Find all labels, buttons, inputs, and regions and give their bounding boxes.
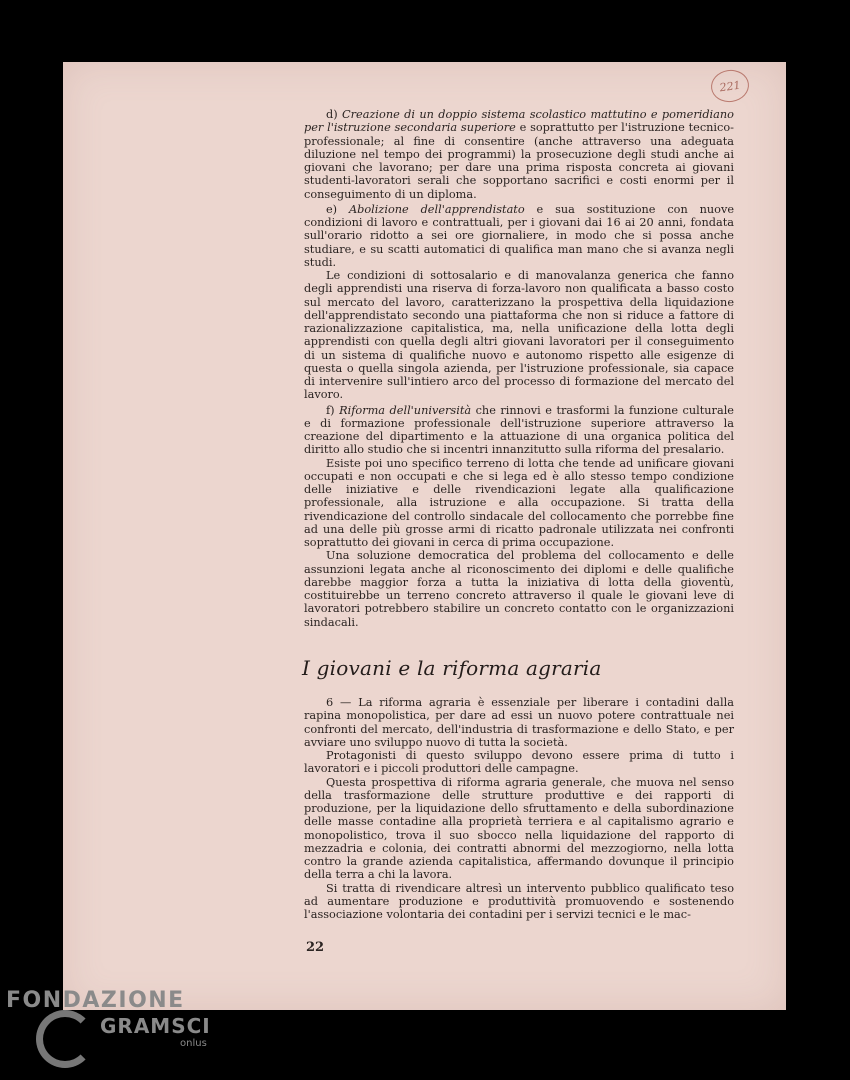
- section-e-title: Abolizione dell'apprendistato: [348, 202, 525, 216]
- body-text-lower: [304, 696, 734, 921]
- section-heading: I giovani e la riforma agraria: [302, 656, 602, 680]
- page-number: 22: [306, 940, 325, 955]
- watermark-g-icon: [36, 1010, 94, 1068]
- paragraph-soluzione: Una soluzione democratica del problema del collocamento e delle assunzioni legata anche al riconoscimento dei diplomi e delle qualifiche darebbe maggior forza a tutta la iniziativa di lotta della gioventù, costituirebbe un terreno concreto attraverso il quale le giovani leve di lavoratori potrebbero stabilire un concreto contatto con le organizzazioni sindacali.: [304, 549, 734, 629]
- watermark-line2: GRAMSCI: [100, 1014, 211, 1038]
- watermark-line1: FONDAZIONE: [6, 988, 185, 1013]
- paragraph-condizioni: Le condizioni di sottosalario e di manovalanza generica che fanno degli apprendisti una riserva di forza-lavoro non qualificata a basso costo sul mercato del lavoro, caratterizzano la prospettiva della liquidazione dell'apprendistato secondo una piattaforma che non si riduce a fattore di razionalizzazione capitalistica, ma, nella unificazione della lotta degli apprendisti con quella degli altri giovani lavoratori per il conseguimento di un sistema di qualifiche nuovo e autonomo rispetto alle esigenze di questa o quella singola azienda, per l'istruzione professionale, sia capace di intervenire sull'intiero arco del processo di formazione del mercato del lavoro.: [304, 269, 734, 402]
- stamp-number: 221: [718, 78, 742, 94]
- watermark-logo: [6, 988, 211, 1049]
- section-6-p4: Si tratta di rivendicare altresì un intervento pubblico qualificato teso ad aumentare produzione e produttività promuovendo e sostenendo l'associazione volontaria dei contadini per i servizi tecnici e le mac-: [304, 881, 734, 921]
- section-6-p2: Protagonisti di questo sviluppo devono essere prima di tutto i lavoratori e i piccoli produttori delle campagne.: [304, 749, 734, 776]
- section-6-p1: 6 — La riforma agraria è essenziale per liberare i contadini dalla rapina monopolistica, per dare ad essi un nuovo potere contrattuale nei confronti del mercato, dell'industria di trasformazione e dello Stato, e per avviare uno sviluppo nuovo di tutta la società.: [304, 696, 734, 749]
- section-6-p3: Questa prospettiva di riforma agraria generale, che muova nel senso della trasformazione delle strutture produttive e dei rapporti di produzione, per la liquidazione dello sfruttamento e della subordinazione delle masse contadine alla proprietà terriera e al capitalismo agrario e monopolistico, trova il suo sbocco nella liquidazione del rapporto di mezzadria e colonia, dei contratti abnormi del mezzogiorno, nella lotta contro la grande azienda capitalistica, affermando dovunque il principio della terra a chi la lavora.: [304, 775, 734, 882]
- paragraph-terreno: Esiste poi uno specifico terreno di lotta che tende ad unificare giovani occupati e non occupati e che si lega ed è allo stesso tempo condizione delle iniziative e delle rivendicazioni legate alla qualificazione professionale, alla istruzione e alla occupazione. Si tratta della rivendicazione del controllo sindacale del collocamento che porrebbe fine ad una delle più grosse armi di ricatto padronale utilizzata nei confronti soprattutto dei giovani in cerca di prima occupazione.: [304, 456, 734, 549]
- body-text-upper: [304, 108, 734, 629]
- section-e-body: e sua sostituzione con nuove condizioni di lavoro e contrattuali, per i giovani dai 16 ai 20 anni, fondata sull'orario ridotto a sei ore giornaliere, in modo che si possa anche studiare, e su scatti automatici di qualifica man mano che si avanza negli studi.: [304, 202, 735, 269]
- section-e: e) Abolizione dell'apprendistato e sua sostituzione con nuove condizioni di lavoro e contrattuali, per i giovani dai 16 ai 20 anni, fondata sull'orario ridotto a sei ore giornaliere, in modo che si possa anche studiare, e su scatti automatici di qualifica man mano che si avanza negli studi.: [304, 202, 735, 269]
- section-d-title: Creazione di un doppio sistema scolastico mattutino e pomeridiano per l'istruzione secondaria superiore: [304, 108, 734, 135]
- section-d-body: e soprattutto per l'istruzione tecnico-professionale; al fine di consentire (anche attraverso una adeguata diluzione nel tempo dei programmi) la prosecuzione degli studi anche ai giovani che lavorano; per dare una prima risposta concreta ai giovani studenti-lavoratori serali che sopportano sacrifici e costi enormi per il conseguimento di un diploma.: [304, 121, 734, 201]
- watermark-sub: onlus: [180, 1038, 207, 1049]
- section-f: f) Riforma dell'università che rinnovi e trasformi la funzione culturale e di formazione professionale dell'istruzione superiore attraverso la creazione del dipartimento e la attuazione di una organica politica del diritto allo studio che si incentri innanzitutto sulla riforma del presalario.: [304, 403, 734, 457]
- section-d: d) Creazione di un doppio sistema scolastico mattutino e pomeridiano per l'istruzione secondaria superiore e soprattutto per l'istruzione tecnico-professionale; al fine di consentire (anche attraverso una adeguata diluzione nel tempo dei programmi) la prosecuzione degli studi anche ai giovani che lavorano; per dare una prima risposta concreta ai giovani studenti-lavoratori serali che sopportano sacrifici e costi enormi per il conseguimento di un diploma.: [304, 108, 734, 201]
- section-f-body: che rinnovi e trasformi la funzione culturale e di formazione professionale dell'istruzione superiore attraverso la creazione del dipartimento e la attuazione di una organica politica del diritto allo studio che si incentri innanzitutto sulla riforma del presalario.: [304, 403, 734, 457]
- section-f-title: Riforma dell'università: [339, 403, 472, 417]
